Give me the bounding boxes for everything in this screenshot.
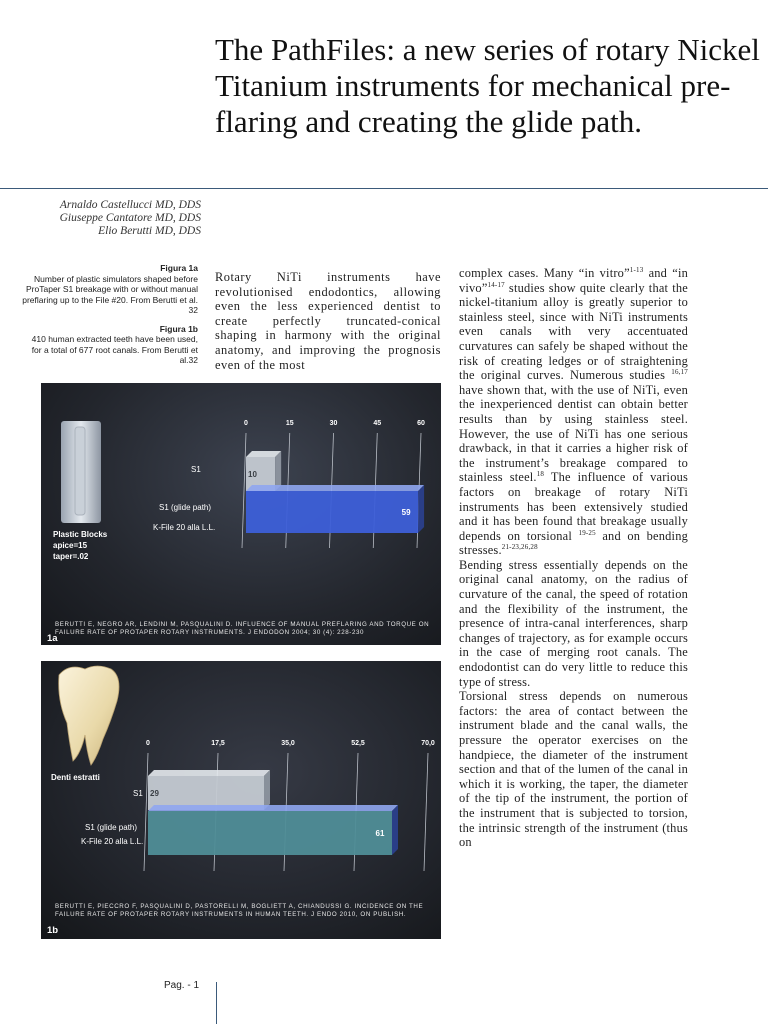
citation: 21-23,26,28	[501, 543, 538, 552]
tick-label: 0	[244, 420, 248, 427]
author: Arnaldo Castellucci MD, DDS	[59, 199, 201, 211]
author-list	[20, 199, 201, 238]
text-run: have shown that, with the use of NiTi, even the inexperienced dentist can obtain better results than by using stainless steel. However, the use of NiTi has one serious drawback, in that it carries a higher risk of the instrument’s breakage compared to stainless steel.	[459, 382, 688, 485]
tick-label: 15	[285, 420, 294, 427]
bar-side	[264, 770, 270, 810]
text-run: complex cases. Many “in vitro”	[459, 266, 630, 280]
author: Giuseppe Cantatore MD, DDS	[59, 212, 201, 224]
citation: 16,17	[671, 368, 688, 377]
series-label-s1: S1	[191, 465, 201, 474]
data-label: 59	[401, 508, 411, 517]
text-run: and on bending stresses.	[459, 528, 688, 558]
figure-id: 1b	[47, 925, 59, 936]
caption-title-1a: Figura 1a	[160, 263, 198, 273]
gridline	[424, 753, 428, 871]
caption-text-1b: 410 human extracted teeth have been used, for a total of 677 root canals. From Berutti et al.32	[31, 334, 198, 365]
citation: 18	[536, 470, 545, 479]
figure-1a	[41, 383, 441, 645]
text-run: studies show quite clearly that the nickel-titanium alloy is greatly superior to stainless steel, since with NiTi instruments even canals with very accentuated curvatures can safely be shaped without the risk of creating ledges or of straightening the original curves. Numerous studies	[459, 280, 688, 383]
title-divider	[0, 188, 768, 189]
tooth-image	[59, 666, 119, 765]
tick-label: 60	[417, 420, 425, 427]
side-label	[53, 529, 107, 562]
bar-top	[148, 805, 398, 811]
paragraph: Bending stress essentially depends on the original canal anatomy, on the radius of curvature of the canal, the speed of rotation and the flexibility of the instrument, the presence of intra-canal interferences, sharp changes of trajectory, as for example occurs in the case of merging root canals. The endodontist can do very little to reduce this type of stress.	[459, 557, 688, 689]
data-label: 10	[248, 470, 257, 479]
paragraph: Torsional stress depends on numerous factors: the area of contact between the instrument blade and the canal walls, the pressure the operator exercises on the handpiece, the diameter of the instrument section and that of the lumen of the canal in which it is working, the taper, the diameter of the tip of the instrument, the portion of the instrument that is subjected to torsion, the intrinsic strength of the instrument (thus on	[459, 689, 688, 850]
figure-reference: BERUTTI E, PIECCRO F, PASQUALINI D, PASTORELLI M, BOGLIETT A, CHIANDUSSI G. INCIDENCE ON THE FAILURE RATE OF PROTAPER ROTARY INSTRUMENTS IN HUMAN TEETH. J ENDO 2010, ON PUBLISH.	[55, 903, 424, 918]
gridline	[242, 433, 246, 548]
bar	[148, 811, 392, 855]
paragraph	[459, 266, 688, 558]
body-column-1: Rotary NiTi instruments have revolutionised endodontics, allowing even the less experienced dentist to create perfectly truncated-conical shaping in harmony with the original anatomy, and improving the prognosis even of the most	[215, 270, 441, 372]
bar-top	[148, 770, 270, 776]
data-label: 61	[375, 829, 385, 838]
tick-label: 35,0	[281, 740, 295, 747]
tick-label: 17,5	[211, 740, 225, 747]
caption-text-1a: Number of plastic simulators shaped before ProTaper S1 breakage with or without manual preflaring up to the File #20. From Berutti et al. 32	[22, 273, 198, 315]
series-label-s1-glide: S1 (glide path)	[85, 823, 138, 832]
caption-title-1b: Figura 1b	[159, 323, 198, 334]
bar	[148, 776, 264, 810]
citation: 19-25	[578, 528, 596, 537]
bar-top	[246, 451, 281, 457]
chart-1a	[41, 383, 441, 645]
tick-label: 0	[146, 740, 150, 747]
body-column-2	[459, 266, 688, 850]
data-label: 29	[150, 789, 159, 798]
side-label-line: Plastic Blocks	[53, 530, 108, 539]
figure-captions	[20, 263, 198, 374]
tick-label: 70,0	[421, 740, 435, 747]
bar	[246, 491, 418, 533]
author: Elio Berutti MD, DDS	[98, 225, 201, 237]
side-label-line: apice=15	[53, 541, 88, 550]
article-title: The PathFiles: a new series of rotary Nickel Titanium instruments for mechanical pre-flaring and creating the glide path.	[215, 32, 760, 139]
side-label-line: taper=.02	[53, 552, 89, 561]
bar-side	[418, 485, 424, 533]
figure-reference: BERUTTI E, NEGRO AR, LENDINI M, PASQUALINI D. INFLUENCE OF MANUAL PREFLARING AND TORQUE ON FAILURE RATE OF PROTAPER ROTARY INSTRUMENTS. J ENDODON 2004; 30 (4): 228-230	[55, 621, 430, 636]
bar-top	[246, 485, 424, 491]
bar-side	[392, 805, 398, 855]
side-label: Denti estratti	[51, 773, 100, 782]
figure-1b	[41, 661, 441, 939]
text-run: and “in vivo”	[459, 266, 688, 295]
tick-label: 30	[329, 420, 338, 427]
tick-label: 45	[373, 420, 382, 427]
plastic-block-canal	[75, 427, 85, 515]
tick-label: 52,5	[351, 740, 365, 747]
series-label-kfile: K-File 20 alla L.L.	[81, 837, 144, 846]
citation: 1-13	[629, 265, 644, 274]
gridline	[144, 753, 148, 871]
citation: 14-17	[487, 280, 505, 289]
page-number: Pag. - 1	[164, 980, 200, 991]
figure-id: 1a	[47, 633, 58, 644]
footer-divider	[216, 982, 217, 1024]
text-run: The influence of various factors on breakage of rotary NiTi instruments has been extensively studied and it has been found that breakage usually depends on torsional	[459, 470, 689, 543]
series-label-kfile: K-File 20 alla L.L.	[153, 523, 216, 532]
chart-1b	[41, 661, 441, 939]
series-label-s1-glide: S1 (glide path)	[159, 503, 212, 512]
series-label-s1: S1	[133, 789, 143, 798]
